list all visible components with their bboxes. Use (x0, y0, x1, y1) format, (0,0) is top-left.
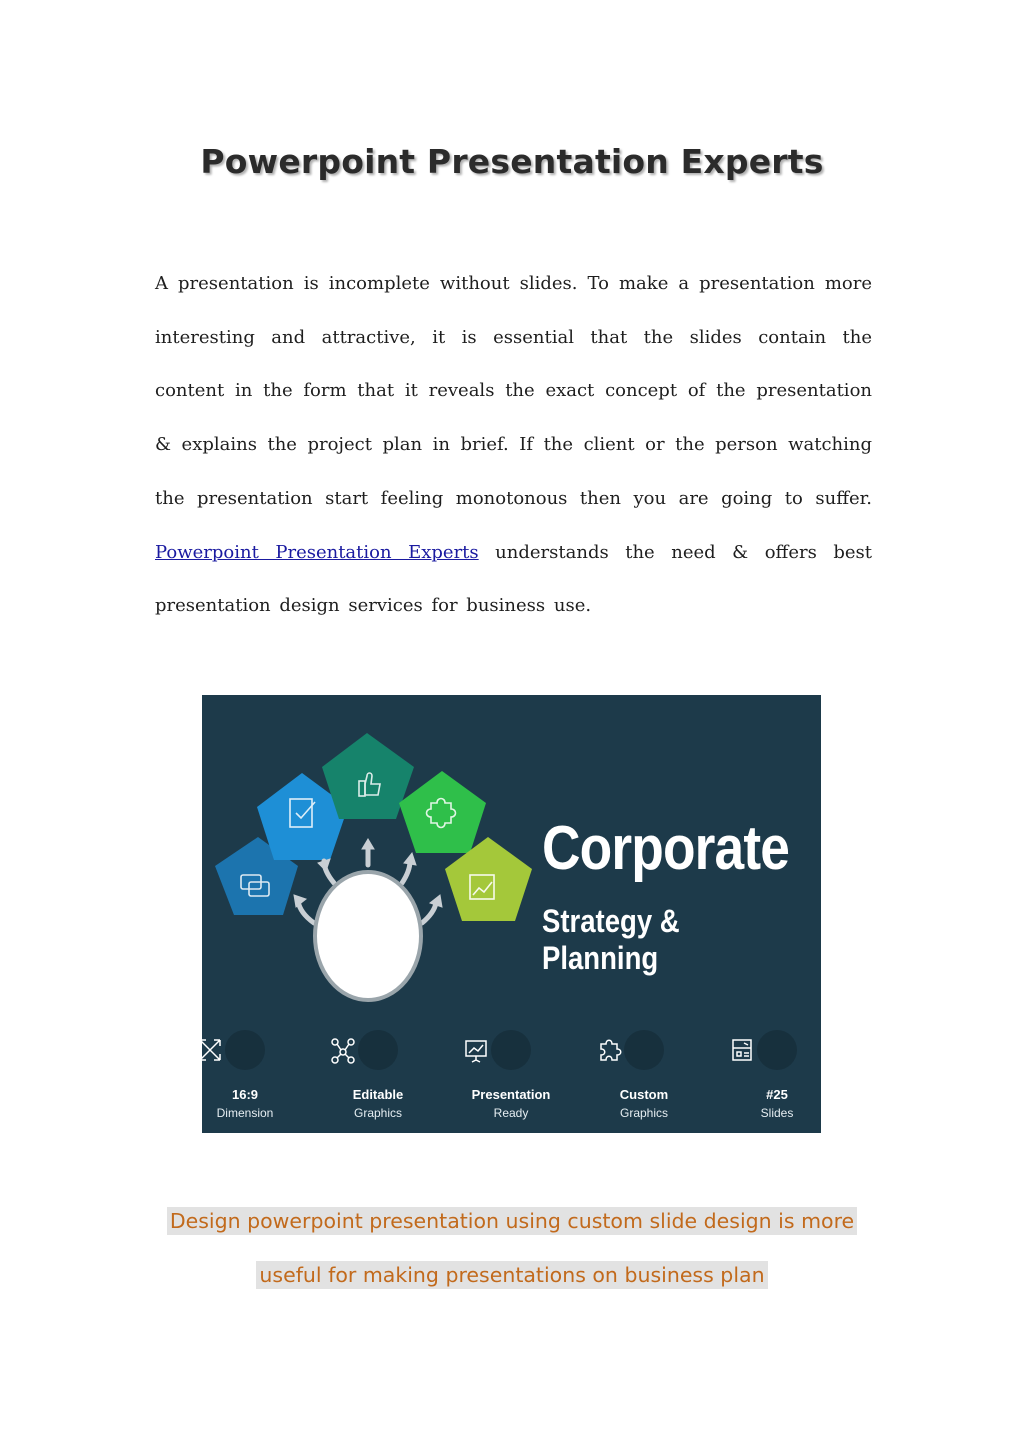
slides-icon (757, 1030, 797, 1070)
paragraph-text-end: understands the need & offers best presentation design services for business use. (155, 541, 872, 617)
caption-line-1-text: Design powerpoint presentation using custom slide design is more (167, 1207, 857, 1235)
puzzle-pentagon (399, 771, 486, 853)
feature-label-2: Editable (352, 1087, 404, 1102)
caption-line-1 (0, 1209, 1024, 1233)
feature-label-4: Custom (619, 1087, 669, 1102)
feature-sublabel-2: Graphics (353, 1106, 403, 1120)
puzzle-icon (624, 1030, 664, 1070)
caption-line-2-text: useful for making presentations on business plan (256, 1261, 767, 1289)
slide-heading: Corporate (542, 814, 790, 883)
feature-sublabel-5: Slides (760, 1106, 794, 1120)
caption-line-2 (0, 1263, 1024, 1287)
feature-slides-count (722, 1030, 821, 1122)
paragraph-text-start: A presentation is incomplete without slides. To make a presentation more interesting and attractive, it is essential that the slides contain the content in the form that it reveals the exact concept of the presentation & explains the project plan in brief. If the client or the person watching the presentation start feeling monotonous then you are going to suffer. (155, 273, 872, 509)
corporate-strategy-slide-image (202, 695, 821, 1133)
feature-dimension (202, 1030, 300, 1122)
presentation-board-icon (491, 1030, 531, 1070)
powerpoint-experts-link[interactable]: Powerpoint Presentation Experts (155, 541, 479, 563)
expand-arrows-icon (225, 1030, 265, 1070)
feature-label-5: #25 (766, 1087, 788, 1102)
slide-subheading: Strategy & Planning (542, 903, 680, 976)
intro-paragraph (155, 257, 872, 633)
feature-label-3: Presentation (471, 1087, 551, 1102)
feature-label-1: 16:9 (231, 1087, 259, 1102)
central-circle (315, 872, 421, 1000)
feature-sublabel-1: Dimension (216, 1106, 274, 1120)
feature-presentation-ready (456, 1030, 566, 1122)
feature-editable-graphics (323, 1030, 433, 1122)
feature-sublabel-4: Graphics (619, 1106, 669, 1120)
feature-custom-graphics (589, 1030, 699, 1122)
page-title: Powerpoint Presentation Experts (200, 142, 824, 181)
vector-nodes-icon (358, 1030, 398, 1070)
feature-sublabel-3: Ready (493, 1106, 529, 1120)
